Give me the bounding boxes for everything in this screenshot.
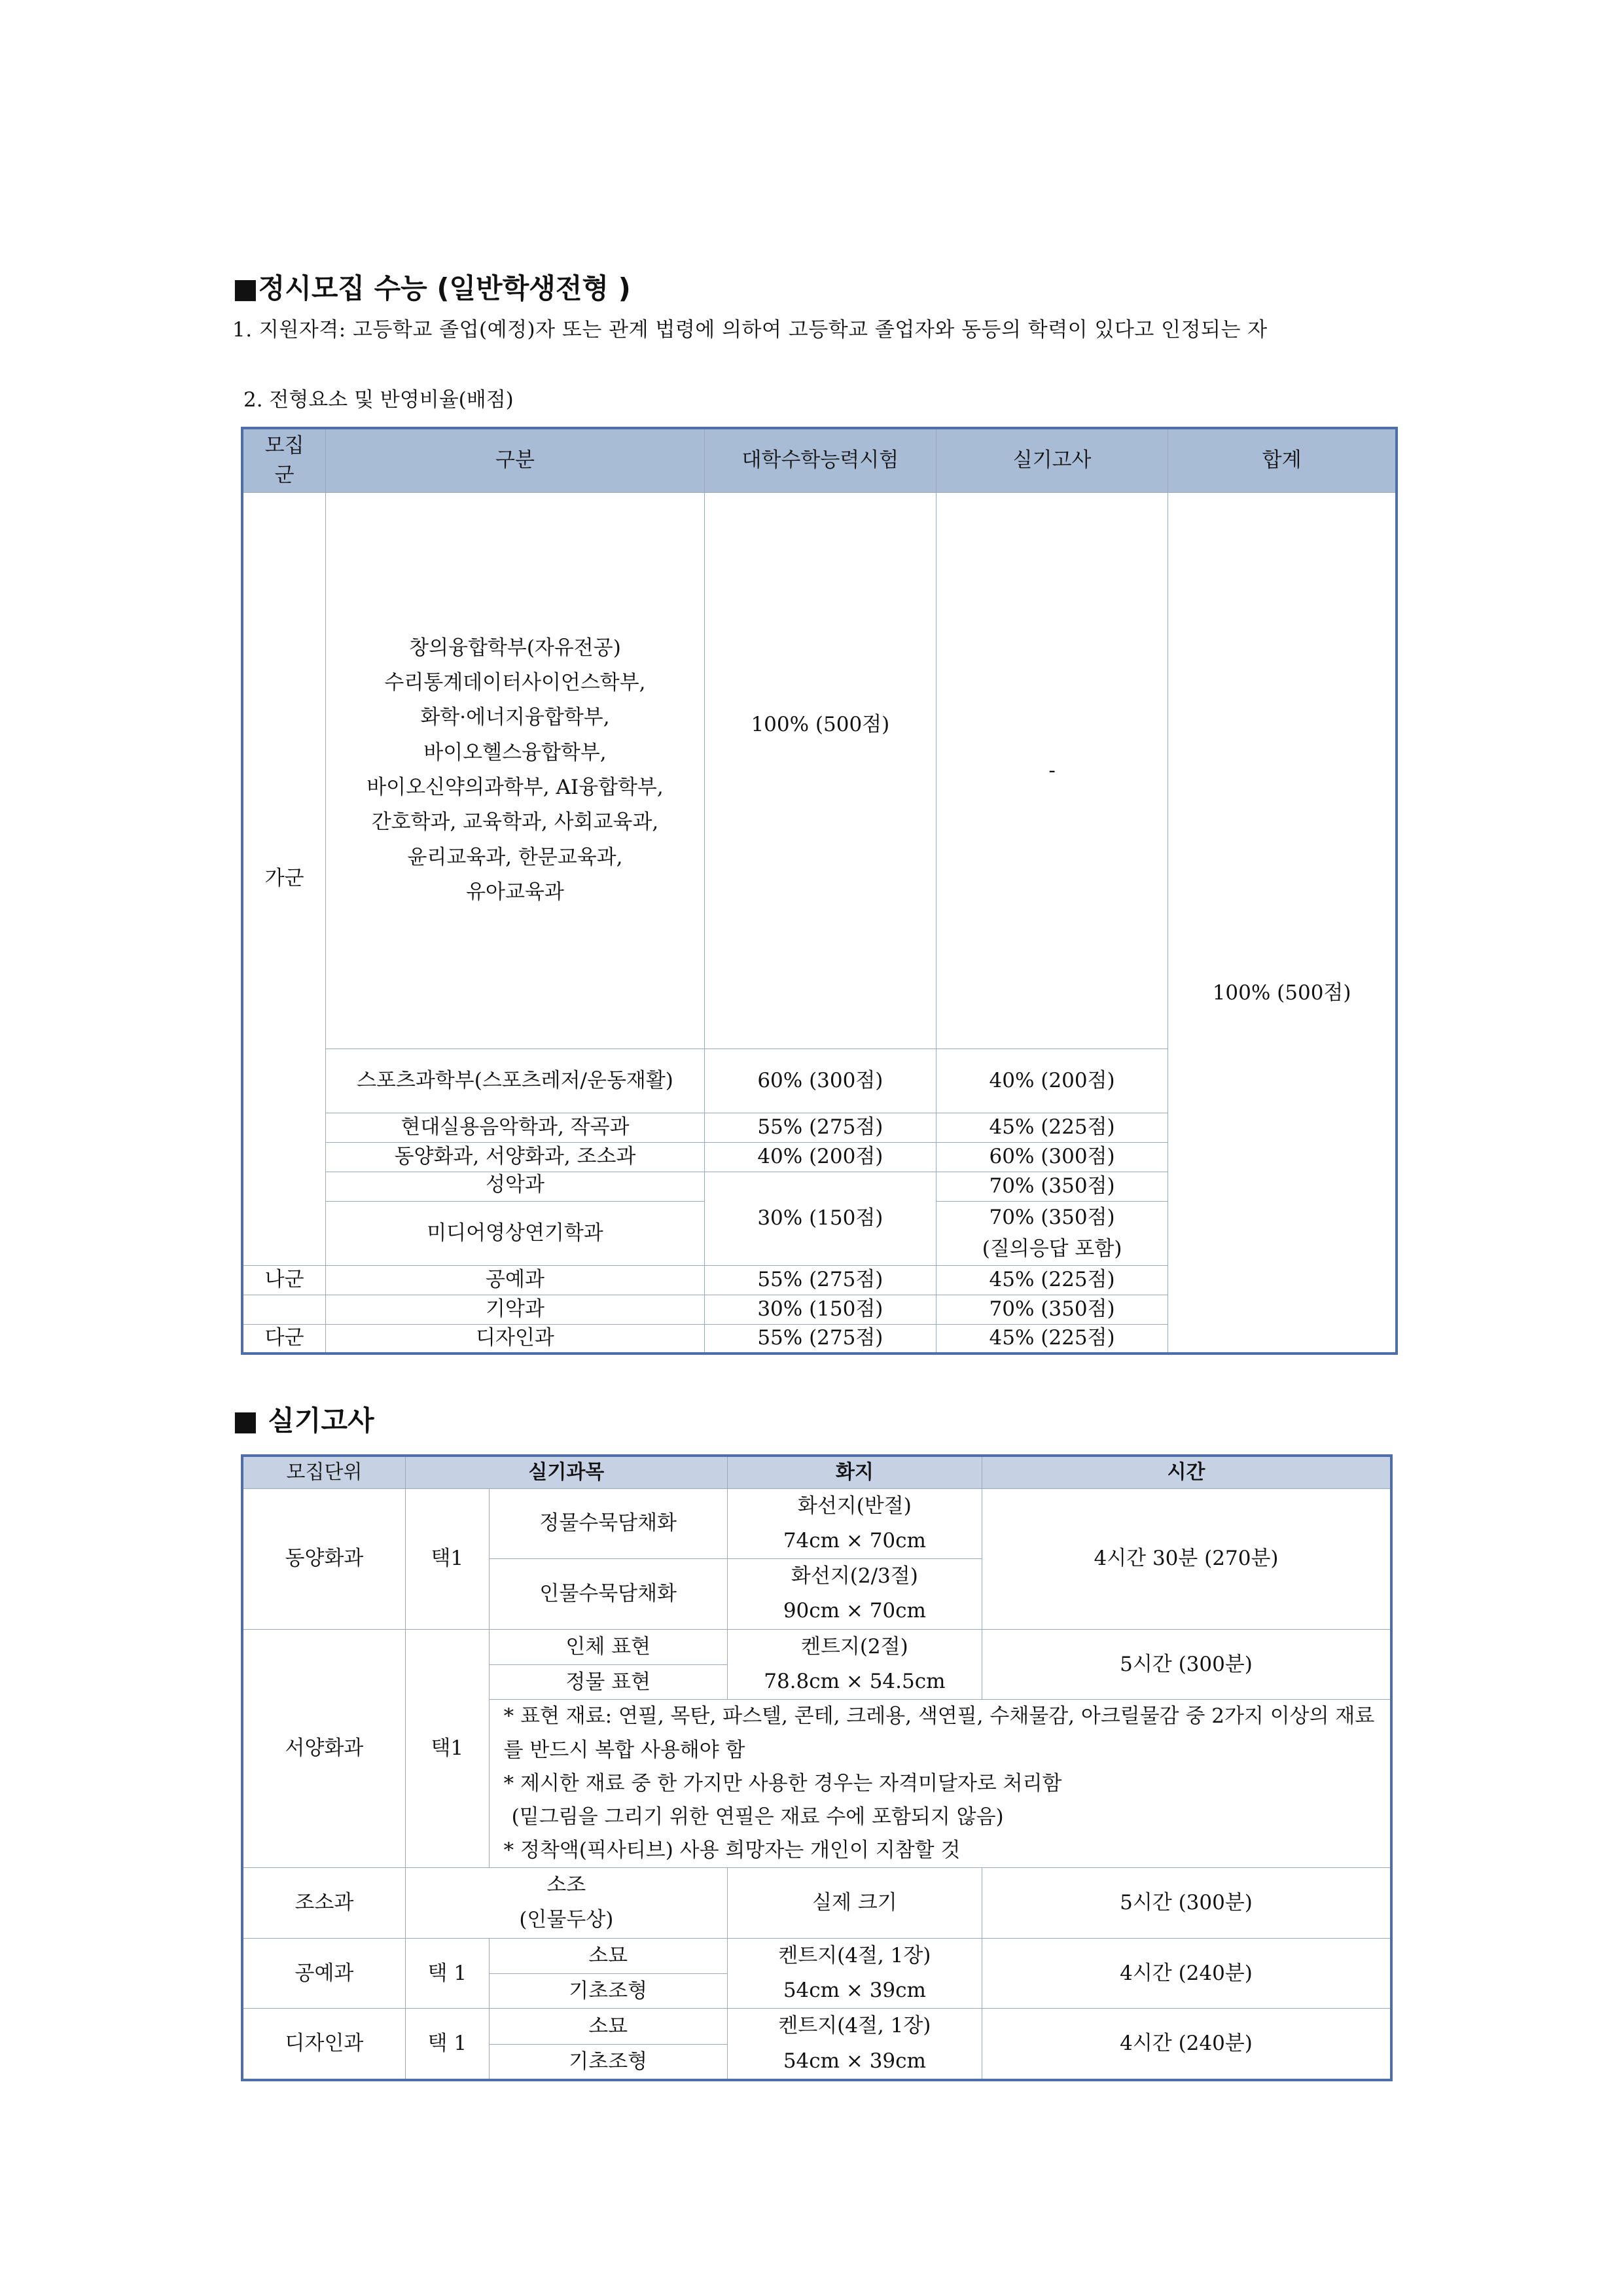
section1-subtitle: 2. 전형요소 및 반영비율(배점)	[243, 388, 514, 412]
paper-cell: 화선지(반절) 74cm × 70cm	[727, 1488, 982, 1559]
header-dept: 구분	[326, 428, 704, 492]
table-header-row	[242, 1456, 1391, 1488]
unit-cell: 조소과	[242, 1868, 405, 1939]
paper-cell: 화선지(2/3절) 90cm × 70cm	[727, 1559, 982, 1630]
note-materials: * 표현 재료: 연필, 목탄, 파스텔, 콘테, 크레용, 색연필, 수채물감, 아크릴물감 중 2가지 이상의 재료를 반드시 복합 사용해야 함	[503, 1704, 1375, 1762]
dept-cell: 공예과	[326, 1265, 704, 1295]
dept-cell: 창의융합학부(자유전공) 수리통계데이터사이언스학부, 화학·에너지융합학부, 바이오헬스융합학부, 바이오신약의과학부, AI융합학부, 간호학과, 교육학과, 사회교육과, 윤리교육과, 한문교육과, 유아교육과	[326, 492, 704, 1049]
unit-cell: 공예과	[242, 1938, 405, 2009]
group-empty	[242, 1295, 326, 1324]
dept-cell: 현대실용음악학과, 작곡과	[326, 1113, 704, 1142]
subject-cell: 소조 (인물두상)	[405, 1868, 727, 1939]
suneung-cell: 100% (500점)	[704, 492, 936, 1049]
practical-exam-table	[241, 1454, 1393, 2081]
time-cell: 4시간 30분 (270분)	[982, 1488, 1391, 1629]
section1-title: ■정시모집 수능 (일반학생전형 )	[232, 272, 631, 304]
subject-cell: 기초조형	[489, 1973, 727, 2009]
suneung-cell: 55% (275점)	[704, 1265, 936, 1295]
time-cell: 5시간 (300분)	[982, 1868, 1391, 1939]
note-fixative: * 정착액(픽사티브) 사용 희망자는 개인이 지참할 것	[503, 1838, 961, 1862]
qualification-text: 1. 지원자격: 고등학교 졸업(예정)자 또는 관계 법령에 의하여 고등학교 졸업자와 동등의 학력이 있다고 인정되는 자	[232, 318, 1268, 342]
group-na: 나군	[242, 1265, 326, 1295]
header-suneung: 대학수학능력시험	[704, 428, 936, 492]
time-cell: 4시간 (240분)	[982, 2009, 1391, 2080]
paper-cell: 켄트지(4절, 1장) 54cm × 39cm	[727, 2009, 982, 2080]
dept-cell: 미디어영상연기학과	[326, 1201, 704, 1265]
choice-cell: 택1	[405, 1629, 489, 1867]
practical-cell: 45% (225점)	[936, 1324, 1168, 1354]
practical-cell: 45% (225점)	[936, 1113, 1168, 1142]
header-unit: 모집단위	[242, 1456, 405, 1488]
suneung-cell: 30% (150점)	[704, 1172, 936, 1265]
suneung-cell: 55% (275점)	[704, 1113, 936, 1142]
header-time: 시간	[982, 1456, 1391, 1488]
note-disqualify: * 제시한 재료 중 한 가지만 사용한 경우는 자격미달자로 처리함	[503, 1771, 1062, 1795]
header-paper: 화지	[727, 1456, 982, 1488]
choice-cell: 택 1	[405, 2009, 489, 2080]
notes-cell	[489, 1700, 1391, 1868]
time-cell: 4시간 (240분)	[982, 1938, 1391, 2009]
subject-cell: 소묘	[489, 2009, 727, 2045]
header-group: 모집 군	[242, 428, 326, 492]
note-pencil: (밑그림을 그리기 위한 연필은 재료 수에 포함되지 않음)	[511, 1804, 1004, 1829]
subject-cell: 인체 표현	[489, 1629, 727, 1664]
subject-cell: 정물 표현	[489, 1664, 727, 1700]
header-total: 합계	[1168, 428, 1397, 492]
time-cell: 5시간 (300분)	[982, 1629, 1391, 1700]
practical-cell: 70% (350점)	[936, 1172, 1168, 1201]
practical-cell: 70% (350점) (질의응답 포함)	[936, 1201, 1168, 1265]
suneung-cell: 55% (275점)	[704, 1324, 936, 1354]
practical-cell: 45% (225점)	[936, 1265, 1168, 1295]
table-row	[242, 1629, 1391, 1664]
suneung-cell: 30% (150점)	[704, 1295, 936, 1324]
dept-cell: 디자인과	[326, 1324, 704, 1354]
table-header-row	[242, 428, 1397, 492]
practical-cell: 70% (350점)	[936, 1295, 1168, 1324]
dept-cell: 스포츠과학부(스포츠레저/운동재활)	[326, 1049, 704, 1113]
suneung-cell: 60% (300점)	[704, 1049, 936, 1113]
table-row	[242, 2009, 1391, 2045]
choice-cell: 택1	[405, 1488, 489, 1629]
practical-cell: -	[936, 492, 1168, 1049]
header-practical: 실기고사	[936, 428, 1168, 492]
table-row	[242, 1938, 1391, 1973]
practical-cell: 60% (300점)	[936, 1142, 1168, 1172]
dept-cell: 기악과	[326, 1295, 704, 1324]
admission-ratio-table	[241, 427, 1398, 1355]
subject-cell: 정물수묵담채화	[489, 1488, 727, 1559]
paper-cell: 켄트지(4절, 1장) 54cm × 39cm	[727, 1938, 982, 2009]
suneung-cell: 40% (200점)	[704, 1142, 936, 1172]
table-row	[242, 1488, 1391, 1559]
unit-cell: 서양화과	[242, 1629, 405, 1867]
unit-cell: 동양화과	[242, 1488, 405, 1629]
table-row	[242, 492, 1397, 1049]
practical-cell: 40% (200점)	[936, 1049, 1168, 1113]
dept-cell: 성악과	[326, 1172, 704, 1201]
subject-cell: 기초조형	[489, 2044, 727, 2080]
paper-cell: 실제 크기	[727, 1868, 982, 1939]
subject-cell: 인물수묵담채화	[489, 1559, 727, 1630]
total-cell: 100% (500점)	[1168, 492, 1397, 1354]
dept-cell: 동양화과, 서양화과, 조소과	[326, 1142, 704, 1172]
header-subject: 실기과목	[405, 1456, 727, 1488]
unit-cell: 디자인과	[242, 2009, 405, 2080]
section2-title: ■ 실기고사	[232, 1405, 374, 1437]
subject-cell: 소묘	[489, 1938, 727, 1973]
group-da: 다군	[242, 1324, 326, 1354]
choice-cell: 택 1	[405, 1938, 489, 2009]
paper-cell: 켄트지(2절) 78.8cm × 54.5cm	[727, 1629, 982, 1700]
group-ga: 가군	[242, 492, 326, 1265]
table-row	[242, 1868, 1391, 1939]
